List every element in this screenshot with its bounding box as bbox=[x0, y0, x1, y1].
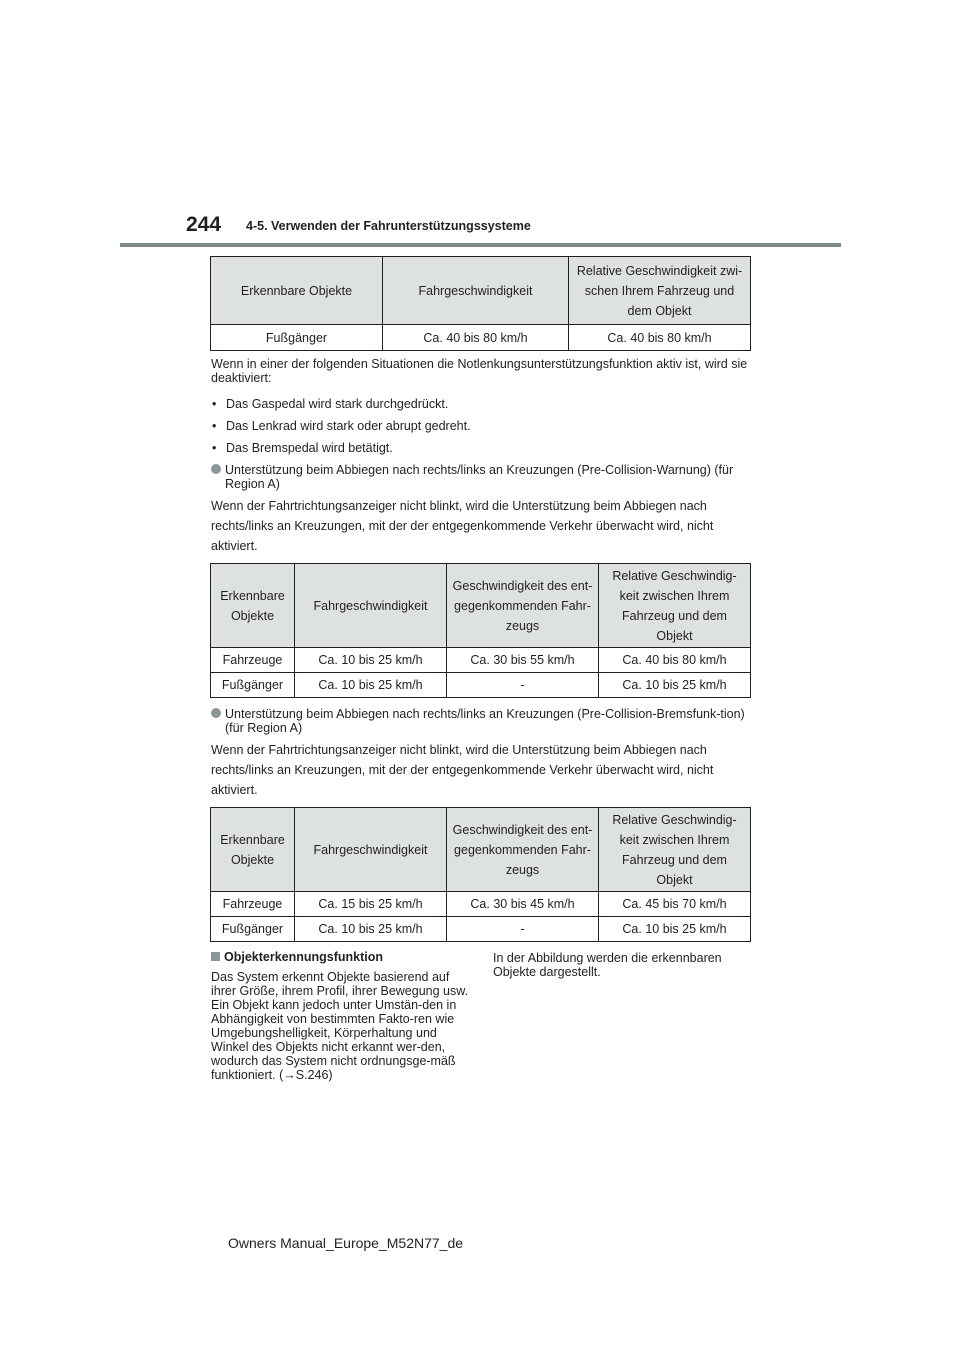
table-header-cell: Geschwindigkeit des ent-gegenkommenden Fahr-zeugs bbox=[447, 564, 599, 648]
list-item bbox=[212, 397, 448, 411]
table-header-cell: Relative Geschwindig-keit zwischen Ihrem Fahrzeug und dem Objekt bbox=[599, 808, 751, 892]
circle-bullet-icon bbox=[211, 464, 221, 474]
page-number: 244 bbox=[186, 213, 222, 236]
deactivation-intro: Wenn in einer der folgenden Situationen die Notlenkungsunterstützungsfunktion aktiv ist, wird sie deaktiviert: bbox=[211, 357, 748, 385]
table-header-row bbox=[211, 808, 751, 892]
table-cell: Fahrzeuge bbox=[211, 648, 295, 673]
bullet-icon: • bbox=[212, 397, 217, 411]
table-cell: Ca. 30 bis 55 km/h bbox=[447, 648, 599, 673]
table-cell: - bbox=[447, 673, 599, 698]
table-cell: Ca. 40 bis 80 km/h bbox=[569, 325, 751, 351]
table-header-cell: Erkennbare Objekte bbox=[211, 257, 383, 325]
section-body-brake: Wenn der Fahrtrichtungsanzeiger nicht blinkt, wird die Unterstützung beim Abbiegen nach rechts/links an Kreuzungen, mit der der entgegenkommende Verkehr überwacht wird, nicht aktiviert. bbox=[211, 743, 714, 797]
list-item bbox=[212, 441, 393, 455]
table-row bbox=[211, 648, 751, 673]
object-recognition-right-text: In der Abbildung werden die erkennbaren Objekte dargestellt. bbox=[493, 951, 722, 979]
section-heading-brake bbox=[211, 707, 751, 735]
table-header-cell: Relative Geschwindig-keit zwischen Ihrem Fahrzeug und dem Objekt bbox=[599, 564, 751, 648]
table-cell: Ca. 10 bis 25 km/h bbox=[599, 673, 751, 698]
table-cell: Fußgänger bbox=[211, 917, 295, 942]
table-cell: Fußgänger bbox=[211, 673, 295, 698]
bullet-icon: • bbox=[212, 441, 217, 455]
table-cell: - bbox=[447, 917, 599, 942]
list-item-text: Das Gaspedal wird stark durchgedrückt. bbox=[226, 397, 449, 411]
section-heading-text: Unterstützung beim Abbiegen nach rechts/links an Kreuzungen (Pre-Collision-Warnung) (für Region A) bbox=[225, 463, 734, 491]
square-bullet-icon bbox=[211, 952, 220, 961]
circle-bullet-icon bbox=[211, 708, 221, 718]
list-item-text: Das Lenkrad wird stark oder abrupt gedreht. bbox=[226, 419, 471, 433]
table-cell: Ca. 40 bis 80 km/h bbox=[383, 325, 569, 351]
table-header-cell: Erkennbare Objekte bbox=[211, 564, 295, 648]
table-header-row bbox=[211, 257, 751, 325]
speed-table-steering bbox=[210, 256, 751, 351]
table-header-row bbox=[211, 564, 751, 648]
table-cell: Ca. 10 bis 25 km/h bbox=[295, 673, 447, 698]
table-row bbox=[211, 325, 751, 351]
section-heading-text: Unterstützung beim Abbiegen nach rechts/links an Kreuzungen (Pre-Collision-Bremsfunk-tion) (für Region A) bbox=[225, 707, 745, 735]
table-cell: Ca. 30 bis 45 km/h bbox=[447, 892, 599, 917]
list-item bbox=[212, 419, 471, 433]
table-cell: Fußgänger bbox=[211, 325, 383, 351]
table-header-cell: Relative Geschwindigkeit zwi-schen Ihrem Fahrzeug und dem Objekt bbox=[569, 257, 751, 325]
footer-text: Owners Manual_Europe_M52N77_de bbox=[228, 1235, 464, 1251]
table-row bbox=[211, 892, 751, 917]
table-cell: Ca. 10 bis 25 km/h bbox=[599, 917, 751, 942]
table-header-cell: Geschwindigkeit des ent-gegenkommenden Fahr-zeugs bbox=[447, 808, 599, 892]
table-header-cell: Fahrgeschwindigkeit bbox=[383, 257, 569, 325]
table-cell: Ca. 10 bis 25 km/h bbox=[295, 648, 447, 673]
table-cell: Ca. 45 bis 70 km/h bbox=[599, 892, 751, 917]
table-cell: Ca. 15 bis 25 km/h bbox=[295, 892, 447, 917]
table-header-cell: Fahrgeschwindigkeit bbox=[295, 808, 447, 892]
section-body-warning: Wenn der Fahrtrichtungsanzeiger nicht blinkt, wird die Unterstützung beim Abbiegen nach rechts/links an Kreuzungen, mit der der entgegenkommende Verkehr überwacht wird, nicht aktiviert. bbox=[211, 499, 714, 553]
bullet-icon: • bbox=[212, 419, 217, 433]
header-rule bbox=[120, 243, 841, 247]
table-cell: Ca. 40 bis 80 km/h bbox=[599, 648, 751, 673]
object-recognition-body: Das System erkennt Objekte basierend auf ihrer Größe, ihrem Profil, ihrer Bewegung usw. Ein Objekt kann jedoch unter Umstän-den in Abhängigkeit von bestimmten Fakto-ren wie Umgebungshelligkeit, Körperhaltung und Winkel des Objekts nicht erkannt wer-den, wodurch das System nicht ordnungsge-mäß funktioniert. (→S.246) bbox=[211, 970, 469, 1082]
object-recognition-heading bbox=[211, 950, 383, 964]
chapter-title: 4-5. Verwenden der Fahrunterstützungssysteme bbox=[246, 219, 531, 233]
table-row bbox=[211, 917, 751, 942]
heading-text: Objekterkennungsfunktion bbox=[224, 950, 384, 964]
speed-table-brake bbox=[210, 807, 751, 942]
table-row bbox=[211, 673, 751, 698]
section-heading-warning bbox=[211, 463, 751, 491]
table-cell: Fahrzeuge bbox=[211, 892, 295, 917]
speed-table-warning bbox=[210, 563, 751, 698]
table-header-cell: Erkennbare Objekte bbox=[211, 808, 295, 892]
table-cell: Ca. 10 bis 25 km/h bbox=[295, 917, 447, 942]
table-header-cell: Fahrgeschwindigkeit bbox=[295, 564, 447, 648]
list-item-text: Das Bremspedal wird betätigt. bbox=[226, 441, 393, 455]
